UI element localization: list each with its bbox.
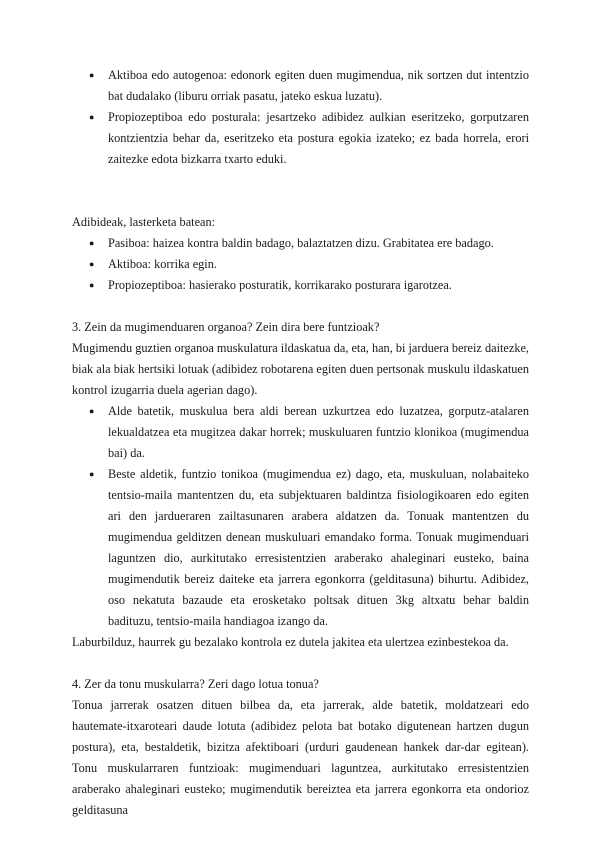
movement-types-list <box>72 65 529 170</box>
list-item: ● Aktiboa edo autogenoa: edonork egiten duen mugimendua, nik sortzen dut intentzio bat dudalako (liburu orriak pasatu, jateko eskua luzatu). <box>72 65 529 107</box>
document-body <box>72 65 529 821</box>
section-3-list <box>72 401 529 632</box>
examples-list <box>72 233 529 296</box>
section-4-heading: 4. Zer da tonu muskularra? Zeri dago lotua tonua? <box>72 677 319 691</box>
list-item: ● Propiozeptiboa edo posturala: jesartzeko adibidez aulkian eseritzeko, gorputzaren kontzientzia behar da, eseritzeko eta postura egokia izateko; ez bada horrela, erori zaitezke edota bizkarra txarto eduki. <box>72 107 529 170</box>
list-item: ● Aktiboa: korrika egin. <box>72 254 529 275</box>
list-item: ● Alde batetik, muskulua bera aldi berean uzkurtzea edo luzatzea, gorputz-atalaren lekualdatzea eta mugitzea dakar horrek; muskuluaren funtzio klonikoa (mugimendua bai) da. <box>72 401 529 464</box>
list-item: ● Propiozeptiboa: hasierako posturatik, korrikarako posturara igarotzea. <box>72 275 529 296</box>
section-3-paragraph: Mugimendu guztien organoa muskulatura ildaskatua da, eta, han, bi jarduera bereiz daitezke, biak ala biak hertsiki lotuak (adibidez robotarena egiten duen pertsonak muskulu ildaskatuen kontrol izugarria duela agerian dago). <box>72 341 529 397</box>
section-3-summary: Laburbilduz, haurrek gu bezalako kontrola ez dutela jakitea eta ulertzea ezinbestekoa da. <box>72 635 509 649</box>
list-item: ● Pasiboa: haizea kontra baldin badago, balaztatzen dizu. Grabitatea ere badago. <box>72 233 529 254</box>
examples-intro: Adibideak, lasterketa batean: <box>72 215 216 229</box>
section-4-paragraph: Tonua jarrerak osatzen dituen bilbea da, eta jarrerak, alde batetik, moldatzeari edo hautemate-itxaroteari daude lotuta (adibidez pelota bat botako digutenean hartzen dugun postura), eta, bestaldetik, bizitza afektiboari (urduri gaudenean hankek dar-dar egitean). Tonu muskularraren funtzioak: mugimenduari laguntzea, aurkitutako erresistentzien araberako ahaleginari eusteko; mugimendutik bereiztea eta jarrera egonkorra eta ondorioz gelditasuna <box>72 698 529 817</box>
list-item: ● Beste aldetik, funtzio tonikoa (mugimendua ez) dago, eta, muskuluan, nolabaiteko tentsio-maila mantentzen du, eta subjektuaren baldintza fisiologikoaren edo egiten ari den jardueraren zailtasunaren arabera aldatzen da. Tonuak mantentzen du mugimendua gelditzen denean muskuluari emandako forma. Tonuak mugimenduari laguntzen dio, aurkitutako erresistentzien araberako ahaleginari eusteko, baina mugimendutik bereiz daiteke eta jarrera egonkorra (gelditasuna) bihurtu. Adibidez, oso nekatuta bazaude eta erosketako poltsak dituen 3kg altxatu behar baldin badituzu, tentsio-maila handiagoa izango da. <box>72 464 529 632</box>
section-3-heading: 3. Zein da mugimenduaren organoa? Zein dira bere funtzioak? <box>72 320 380 334</box>
